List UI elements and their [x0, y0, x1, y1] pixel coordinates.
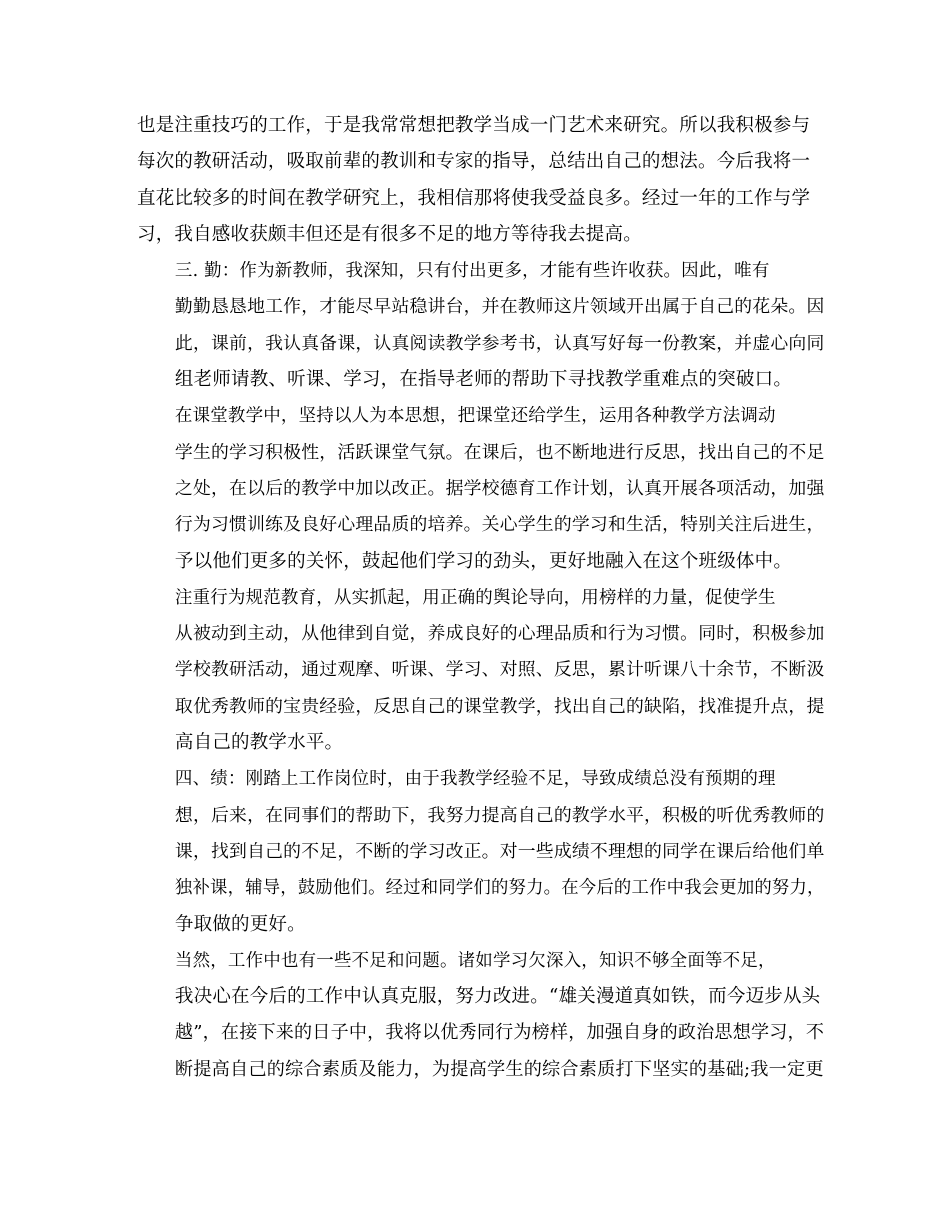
text-line: 断提高自己的综合素质及能力，为提高学生的综合素质打下坚实的基础;我一定更 — [174, 1058, 824, 1080]
text-line: 予以他们更多的关怀，鼓起他们学习的劲头，更好地融入在这个班级体中。 — [174, 550, 793, 572]
text-line: 勤勤恳恳地工作，才能尽早站稳讲台，并在教师这片领域开出属于自己的花朵。因 — [174, 296, 825, 318]
text-line: 我决心在今后的工作中认真克服，努力改进。“雄关漫道真如铁，而今迈步从头 — [174, 986, 821, 1008]
text-line: 注重行为规范教育，从实抓起，用正确的舆论导向，用榜样的力量，促使学生 — [174, 587, 776, 608]
paragraph — [137, 253, 823, 398]
paragraph — [137, 398, 823, 579]
text-line: 此，课前，我认真备课，认真阅读教学参考书，认真写好每一份教案，并虚心向同 — [174, 332, 825, 354]
text-line: 四、绩：刚踏上工作岗位时，由于我教学经验不足，导致成绩总没有预期的理 — [174, 769, 776, 790]
text-line: 习，我自感收获颇丰但还是有很多不足的地方等待我去提高。 — [137, 223, 642, 245]
text-line: 在课堂教学中，坚持以人为本思想，把课堂还给学生，运用各种教学方法调动 — [174, 406, 776, 427]
text-line: 之处，在以后的教学中加以改正。据学校德育工作计划，认真开展各项活动，加强 — [174, 477, 825, 499]
paragraph — [137, 108, 823, 253]
text-line: 当然，工作中也有一些不足和问题。诸如学习欠深入，知识不够全面等不足， — [174, 950, 776, 971]
text-line: 学校教研活动，通过观摩、听课、学习、对照、反思，累计听课八十余节，不断汲 — [174, 659, 825, 681]
text-line: 取优秀教师的宝贵经验，反思自己的课堂教学，找出自己的缺陷，找准提升点，提 — [174, 695, 825, 717]
text-line: 从被动到主动，从他律到自觉，养成良好的心理品质和行为习惯。同时，积极参加 — [174, 623, 825, 645]
text-line: 也是注重技巧的工作，于是我常常想把教学当成一门艺术来研究。所以我积极参与 — [137, 115, 811, 136]
text-line: 组老师请教、听课、学习，在指导老师的帮助下寻找教学重难点的突破口。 — [174, 369, 793, 391]
paragraph — [137, 580, 823, 761]
text-line: 独补课，辅导，鼓励他们。经过和同学们的努力。在今后的工作中我会更加的努力， — [174, 878, 825, 899]
text-line: 争取做的更好。 — [174, 913, 306, 935]
text-line: 学生的学习积极性，活跃课堂气氛。在课后，也不断地进行反思，找出自己的不足 — [174, 441, 825, 463]
document-page — [137, 108, 823, 1088]
text-line: 每次的教研活动，吸取前辈的教训和专家的指导，总结出自己的想法。今后我将一 — [137, 151, 811, 173]
text-line: 高自己的教学水平。 — [174, 732, 344, 754]
text-line: 三. 勤：作为新教师，我深知，只有付出更多，才能有些许收获。因此，唯有 — [174, 261, 770, 282]
text-line: 直花比较多的时间在教学研究上，我相信那将使我受益良多。经过一年的工作与学 — [137, 187, 811, 209]
text-line: 课，找到自己的不足，不断的学习改正。对一些成绩不理想的同学在课后给他们单 — [174, 840, 825, 862]
text-line: 越”，在接下来的日子中，我将以优秀同行为榜样，加强自身的政治思想学习，不 — [174, 1022, 825, 1044]
paragraph — [137, 761, 823, 942]
text-line: 行为习惯训练及良好心理品质的培养。关心学生的学习和生活，特别关注后进生， — [174, 514, 825, 536]
paragraph — [137, 943, 823, 1088]
text-line: 想，后来，在同事们的帮助下，我努力提高自己的教学水平，积极的听优秀教师的 — [174, 804, 825, 826]
